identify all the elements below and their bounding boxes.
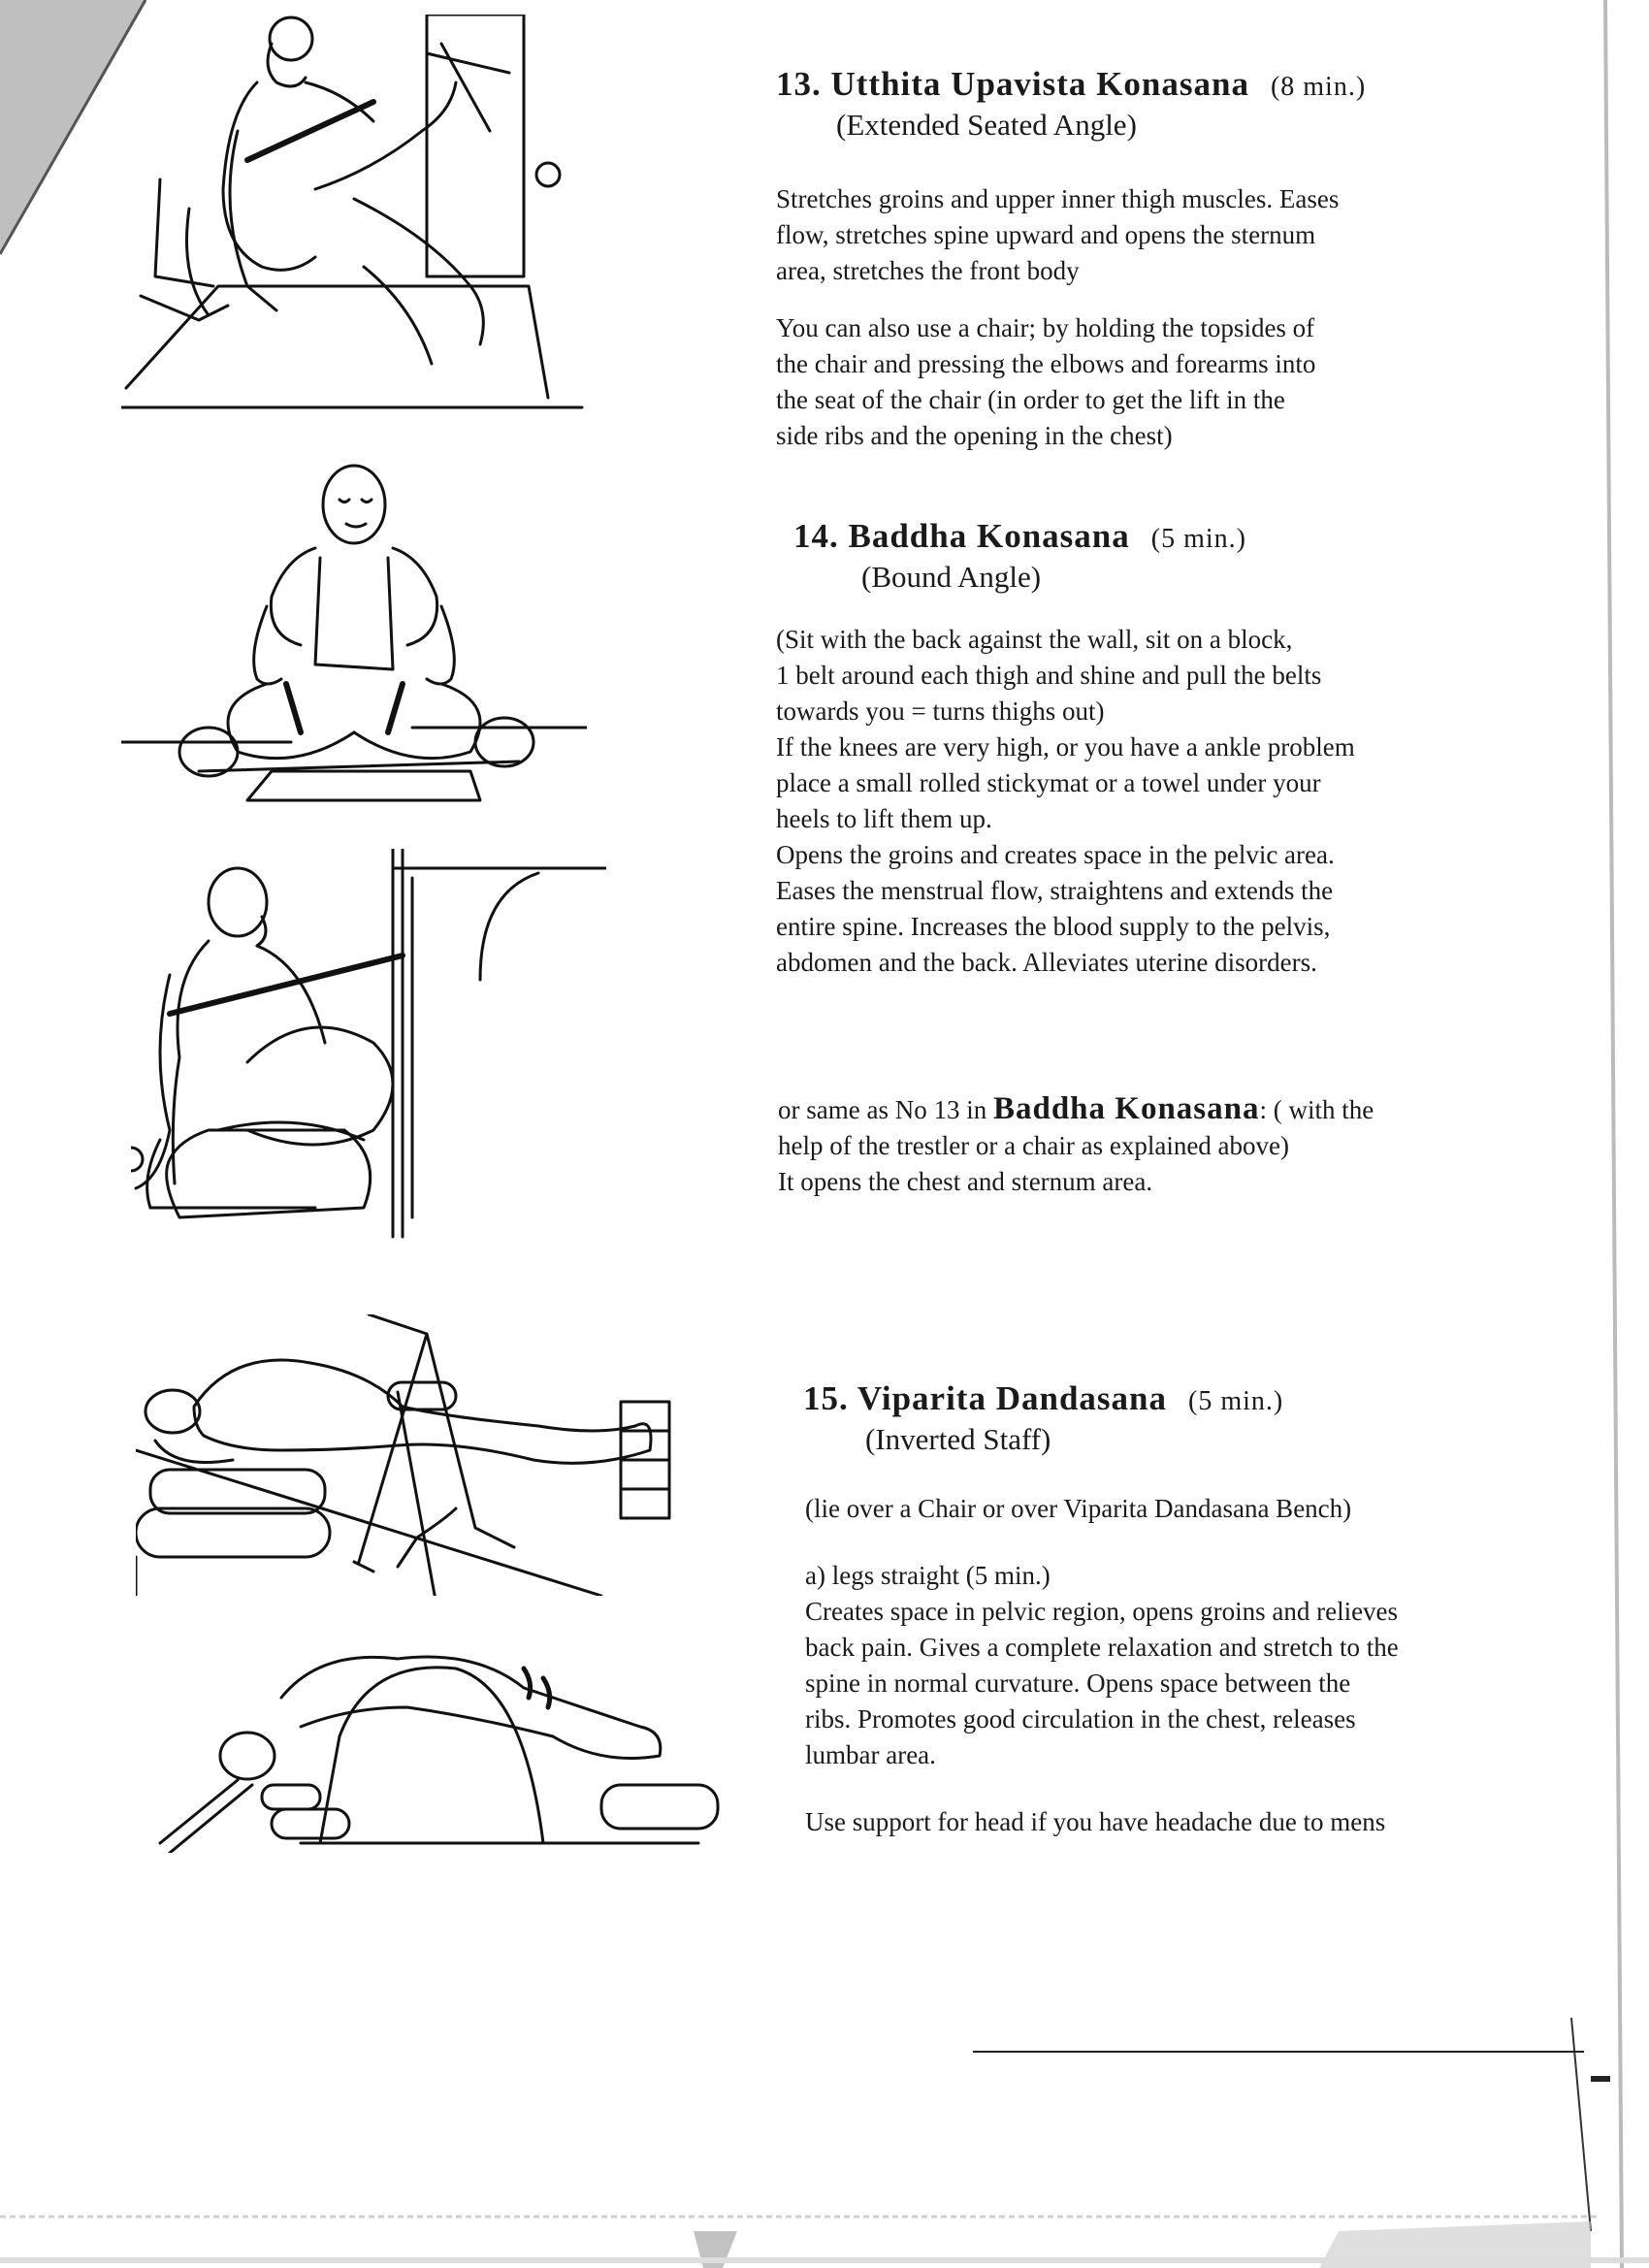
pose-13-section — [776, 65, 1533, 454]
footer-rule — [973, 2051, 1584, 2053]
pose-13-subtitle: (Extended Seated Angle) — [836, 108, 1137, 142]
pose-13-name: 13. Utthita Upavista Konasana — [776, 65, 1249, 103]
pose-14-subtitle: (Bound Angle) — [861, 560, 1042, 594]
pose-14-variant-suffix: : ( with the help of the trestler or a chair as explained above) It opens the chest and sternum area. — [778, 1095, 1374, 1196]
pose-15-subtitle: (Inverted Staff) — [865, 1422, 1051, 1456]
pose-15-support-note: (lie over a Chair or over Viparita Dandasana Bench) — [805, 1494, 1352, 1523]
pose-14-instructions: (Sit with the back against the wall, sit on a block, 1 belt around each thigh and shine and pull the belts towards you = turns thighs out) If the knees are very high, or you have a ankle problem place a small rolled stickymat or a towel under your heels to lift them up. Opens the groins and creates space in the pelvic area. Eases the menstrual flow, straightens and extends the entire spine. Increases the blood supply to the pelvis, abdomen and the back. Alleviates uterine disorders. — [776, 625, 1355, 977]
pose-13-title — [776, 65, 1533, 104]
pose-14-variant-pose-name: Baddha Konasana — [992, 1091, 1260, 1126]
pose-15-title — [803, 1379, 1579, 1418]
pose-15-body — [805, 1491, 1581, 1840]
illustration-viparita-dandasana-chair — [136, 1314, 737, 1596]
pose-14-variant-prefix: or same as No 13 in — [778, 1095, 993, 1124]
pose-14-name: 14. Baddha Konasana — [793, 517, 1130, 555]
pose-15-section — [803, 1379, 1579, 1457]
pose-14-variant — [778, 1091, 1554, 1200]
illustration-baddha-konasana-wall — [121, 451, 587, 810]
pose-14-section — [793, 517, 1550, 595]
pose-14-body — [776, 622, 1552, 981]
pose-15-duration: (5 min.) — [1188, 1386, 1284, 1416]
illustration-baddha-konasana-trestle — [131, 849, 606, 1247]
pose-15-legs-straight: a) legs straight (5 min.) Creates space in pelvic region, opens groins and relieves back pain. Gives a complete relaxation and stretch to the spine in normal curvature. Opens space between the ribs. Promotes good circulation in the chest, releases lumbar area. — [805, 1561, 1399, 1769]
pose-15-name: 15. Viparita Dandasana — [803, 1379, 1167, 1417]
pose-14-duration: (5 min.) — [1150, 524, 1246, 554]
illustration-utthita-upavista-konasana — [121, 15, 587, 422]
pose-13-chair-note: You can also use a chair; by holding the topsides of the chair and pressing the elbows and forearms into the seat of the chair (in order to get the lift in the side ribs and the opening in the chest) — [776, 313, 1316, 450]
pose-13-benefits: Stretches groins and upper inner thigh muscles. Eases flow, stretches spine upward and opens the sternum area, stretches the front body — [776, 184, 1340, 285]
pose-14-title — [793, 517, 1550, 556]
illustration-viparita-dandasana-bench — [155, 1639, 757, 1853]
pose-15-head-support: Use support for head if you have headache due to mens — [805, 1807, 1386, 1836]
pose-13-duration: (8 min.) — [1270, 72, 1367, 102]
